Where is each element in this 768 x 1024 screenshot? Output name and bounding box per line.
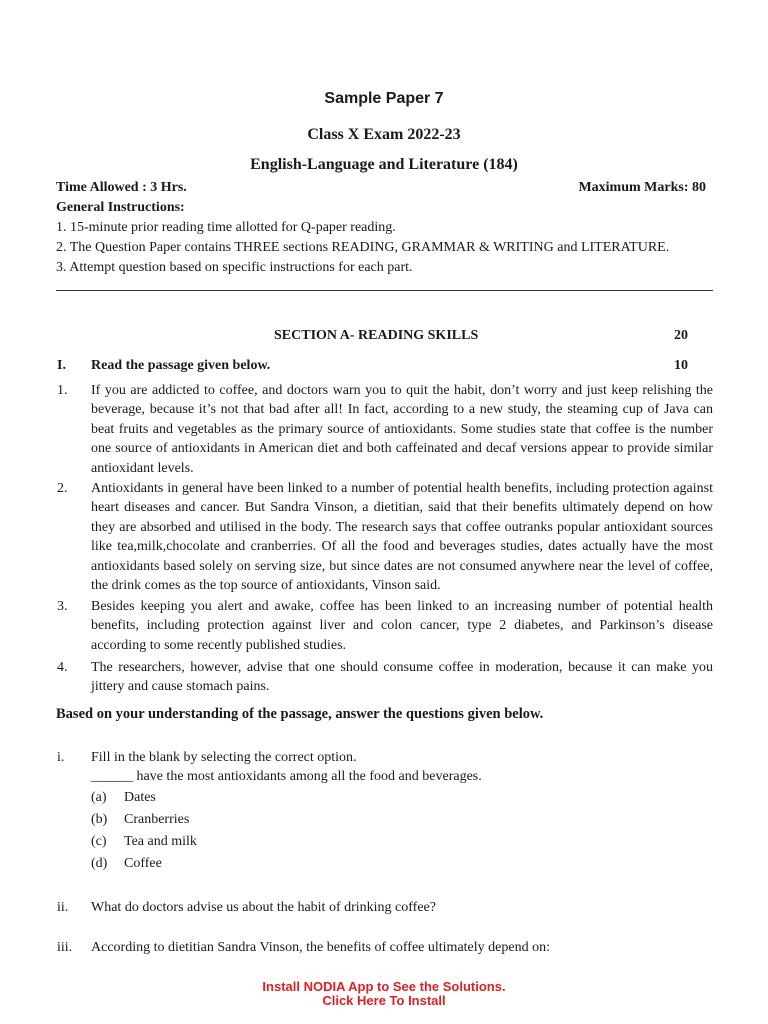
option-text: Dates (124, 790, 156, 805)
fill-blank-text: ______ have the most antioxidants among all the food and beverages. (91, 769, 482, 784)
question-text: Read the passage given below. (91, 358, 271, 373)
section-title: SECTION A- READING SKILLS (274, 328, 479, 343)
section-marks: 20 (674, 328, 688, 343)
max-marks: Maximum Marks: 80 (578, 180, 706, 195)
passage-paragraph: The researchers, however, advise that one should consume coffee in moderation, because it can make you jittery and cause stomach pains. (91, 660, 713, 695)
subquestion-number: iii. (57, 940, 73, 955)
paragraph-number: 1. (57, 383, 68, 398)
paragraph-number: 2. (57, 481, 68, 496)
subquestion-text: What do doctors advise us about the habit of drinking coffee? (91, 900, 436, 915)
instruction-item: 3. Attempt question based on specific instructions for each part. (56, 260, 413, 275)
instruction-text: Based on your understanding of the passage, answer the questions given below. (56, 706, 544, 722)
time-allowed: Time Allowed : 3 Hrs. (56, 180, 187, 195)
question-marks: 10 (674, 358, 688, 373)
option-label: (c) (91, 834, 107, 849)
exam-title: Class X Exam 2022-23 (307, 126, 461, 143)
install-app-link[interactable]: Install NODIA App to See the Solutions. (262, 979, 506, 994)
option-text: Coffee (124, 856, 162, 871)
passage-paragraph: Besides keeping you alert and awake, coffee has been linked to an increasing number of potential health benefits, including protection against liver and colon cancer, type 2 diabetes, and Parkinson’s disease according to some recently published studies. (91, 599, 713, 653)
instructions-heading: General Instructions: (56, 200, 185, 215)
passage-paragraph: If you are addicted to coffee, and doctors warn you to quit the habit, don’t worry and just keep relishing the beverage, because it’s not that bad after all! In fact, according to a new study, the steaming cup of Java can beat fruits and vegetables as the primary source of antioxidants. Some studies state that coffee is the number one source of antioxidants in American diet and both caffeinated and decaf versions appear to provide similar antioxidant levels. (91, 383, 713, 476)
paragraph-number: 3. (57, 599, 68, 614)
option-text: Tea and milk (124, 834, 197, 849)
option-label: (a) (91, 790, 107, 805)
subquestion-text: Fill in the blank by selecting the correct option. (91, 750, 357, 765)
option-label: (b) (91, 812, 108, 827)
option-label: (d) (91, 856, 108, 871)
subquestion-number: ii. (57, 900, 69, 915)
divider (56, 290, 713, 291)
paragraph-number: 4. (57, 660, 68, 675)
instruction-item: 2. The Question Paper contains THREE sections READING, GRAMMAR & WRITING and LITERATURE. (56, 240, 670, 255)
click-to-install-link[interactable]: Click Here To Install (322, 993, 446, 1008)
subquestion-text: According to dietitian Sandra Vinson, the benefits of coffee ultimately depend on: (91, 940, 550, 955)
subquestion-number: i. (57, 750, 65, 765)
paper-title: Sample Paper 7 (324, 90, 444, 107)
subject-title: English-Language and Literature (184) (250, 156, 518, 173)
option-text: Cranberries (124, 812, 190, 827)
question-number: I. (57, 358, 66, 373)
passage-paragraph: Antioxidants in general have been linked to a number of potential health benefits, including protection against heart diseases and cancer. But Sandra Vinson, a dietitian, said that their benefits ultimately depend on how they are absorbed and utilised in the body. The research says that coffee outranks popular antioxidant sources like tea,milk,chocolate and cranberries. Of all the food and beverages studies, dates actually have the most antioxidants based solely on serving size, but since dates are not consumed anywhere near the level of coffee, the drink comes as the top source of antioxidants, Vinson said. (91, 481, 713, 594)
instruction-item: 1. 15-minute prior reading time allotted for Q-paper reading. (56, 220, 396, 235)
